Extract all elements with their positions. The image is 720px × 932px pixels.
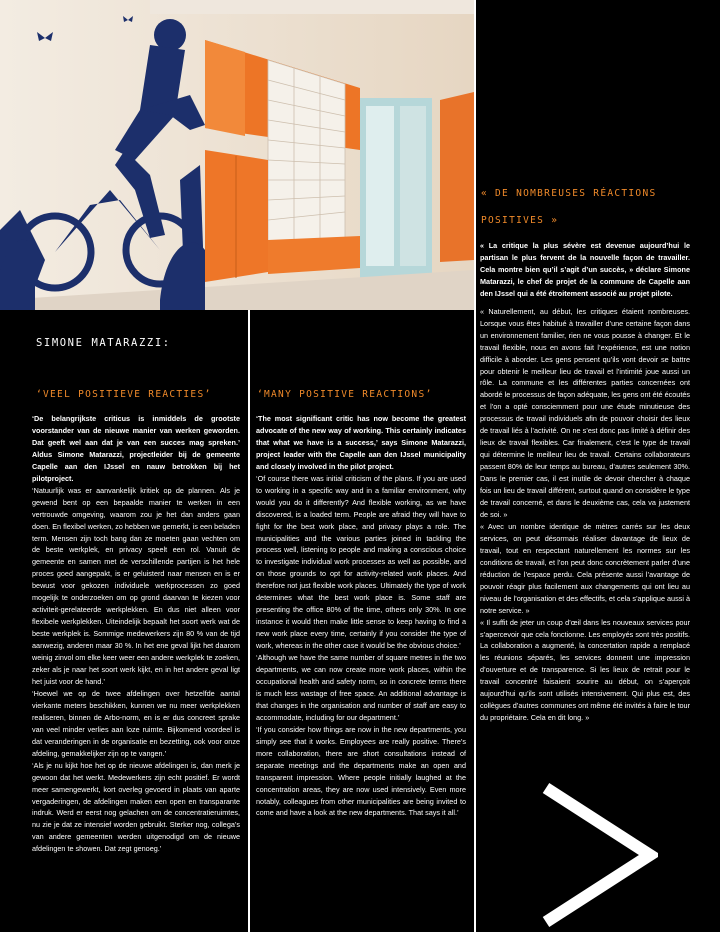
- column-divider-right-top: [474, 0, 476, 932]
- french-column: [480, 240, 690, 724]
- english-heading: ‘MANY POSITIVE REACTIONS’: [257, 389, 433, 400]
- person-label: SIMONE MATARAZZI:: [36, 337, 171, 349]
- column-divider-left: [248, 310, 250, 932]
- dutch-lead: ‘De belangrijkste criticus is inmiddels de grootste voorstander van de nieuwe manier van werken geworden. Dat geeft wel aan dat je van een succes mag spreken.’ Aldus Simone Matarazzi, projectleider bij de gemeente Capelle aan den IJssel en nauw betrokken bij het pilotproject.: [32, 414, 240, 483]
- french-paragraph: « Il suffit de jeter un coup d’œil dans les nouveaux services pour s’apercevoir que cela fonctionne. Les employés sont très positifs. La collaboration a augmenté, la concertation rapide a remplacé les réunions séparés, les services donnent une impression d’ouverture et de transparence. Si les lieux de retrait pour le travail concentré faisaient sourire au début, on s’aperçoit aujourd’hui qu’ils sont utilisés intensivement. Qui plus est, des collègues d’autres communes ont même été invités à faire le tour du propriétaire. Cela en dit long. »: [480, 617, 690, 723]
- english-paragraph: ‘Although we have the same number of square metres in the two departments, we can now create more work places, within the occupational health and safety norm, so in concrete terms there is much less wastage of free space. An additional advantage is that changes in the organisation and number of staff are easy to accommodate, including for our department.’: [256, 653, 466, 722]
- dutch-paragraph: ‘Natuurlijk was er aanvankelijk kritiek op de plannen. Als je gewend bent op een bepaalde manier te werken in een vertrouwde omgeving, waarom zou je het dan anders gaan doen. En flexibel werken, zo hebben we gemerkt, is een beladen term. Mensen zijn toch bang dan ze moeten gaan vechten om de beste werkplek, en privacy speelt een rol. Vanuit de gemeente en samen met de verschillende partijen is het hele proces goed aangepakt, is er geluisterd naar mensen en is er bewust voor gekozen individuele werkprocessen zo goed mogelijk te onderzoeken om op grond daarvan te kiezen voor activiteit-gerelateerde werkplekken. En dus niet alleen voor flexibele werkplekken. Uiteindelijk bepaalt het soort werk wat de beste werkplek is. Sommige medewerkers zijn 80 % van de tijd aanwezig, anderen maar 30 %. In het ene geval lijkt het daarom weinig zinvol om elke keer weer een andere werkplek te zoeken, zeker als je naar het soort werk kijkt, en in het andere geval ligt het juist voor de hand.’: [32, 485, 240, 686]
- french-heading-line2: POSITIVES »: [481, 215, 559, 226]
- french-paragraph: « Naturellement, au début, les critiques étaient nombreuses. Lorsque vous êtes habitué à travailler d’une certaine façon dans un environnement familier, rien ne vous pousse à changer. Et le travail flexible, nous en avons fait l’expérience, est une notion difficile à aborder. Les gens pensent qu’ils vont devoir se battre pour obtenir le meilleur lieu de travail et l’intimité joue aussi un rôle. La commune et les différentes parties concernées ont abordé le processus de façon adéquate, les gens ont été écoutés et l’on a opté consciemment pour une étude minutieuse des processus de travail individuels afin de pouvoir choisir des lieux de travail liés à l’activité. On ne s’est donc pas limité à définir des lieux de travail flexibles. Car finalement, c’est le type de travail qui détermine le meilleur lieu de travail. Certains collaborateurs passent 80% de leur temps au bureau, d’autres seulement 30%. Dans le premier cas, il est inutile de devoir chercher à chaque fois un lieu de travail différent, surtout quand on considère le type de travail concerné, et dans le deuxième cas, cela va justement de soi. »: [480, 306, 690, 519]
- french-paragraph: « Avec un nombre identique de mètres carrés sur les deux services, on peut désormais réaliser davantage de lieux de travail, tout en respectant naturellement les normes sur les conditions de travail, et l’on peut donc concrètement parler d’une réduction de l’espace perdu. Cela présente aussi l’avantage de pouvoir réagir plus facilement aux changements qui ont lieu au niveau de l’organisation et des effectifs, et cela s’applique aussi à notre service. »: [480, 521, 690, 615]
- dutch-paragraph: ‘Hoewel we op de twee afdelingen over hetzelfde aantal vierkante meters beschikken, kunnen we nu meer werkplekken realiseren, binnen de Arbo-norm, en is er dus concreet sprake van veel minder verlies aan loze ruimte. Bijkomend voordeel is dat veranderingen in de organisatie en bezetting, ook voor onze afdeling, gemakkelijker zijn op te vangen.’: [32, 688, 240, 758]
- office-photo: [0, 0, 474, 310]
- english-paragraph: ‘Of course there was initial criticism of the plans. If you are used to working in a specific way and in a familiar environment, why would you do it differently? And flexible working, as we have discovered, is a loaded term. People are afraid they will have to fight for the best work place, and privacy plays a role. The municipalities and the various parties joined in tackling the process well, listening to people and making a conscious choice to investigate individual work processes as well as possible, and on those grounds to opt for activity-related work places. And therefore not just flexible work places. Ultimately the type of work determines what the best work place is. Some staff are presenting the office 80% of the time, others only 30%. In one instance it would then make little sense to keep having to find a new work place every time, certainly if you consider the type of work, whereas in the other case it would be the obvious choice.’: [256, 473, 466, 651]
- english-column: [256, 413, 466, 819]
- dutch-paragraph: ‘Als je nu kijkt hoe het op de nieuwe afdelingen is, dan merk je gewoon dat het werkt. Medewerkers zijn echt positief. Er wordt meer samengewerkt, kort overleg gevoerd in plaats van aparte vergaderingen, de afdelingen maken een open en transparante indruk. Werd er eerst nog gelachen om de concentratieruimtes, nu zie je dat ze intensief worden gebruikt. Sterker nog, collega’s van andere gemeenten werden uitgenodigd om de nieuwe afdelingen te showen. Dat zegt genoeg.’: [32, 760, 240, 854]
- dutch-column: [32, 413, 240, 855]
- english-lead: ‘The most significant critic has now become the greatest advocate of the new way of working. This certainly indicates that what we have is a success,’ says Simone Matarazzi, project leader with the Capelle aan den IJssel municipality and closely involved in the pilot project.: [256, 414, 466, 471]
- french-heading-line1: « DE NOMBREUSES RÉACTIONS: [481, 188, 657, 199]
- english-paragraph: ‘If you consider how things are now in the new departments, you simply see that it works. Employees are really positive. There’s more collaboration, there are short consultations instead of separate meetings and the departments make an open and transparent impression. Where people initially laughed at the concentration areas, they are now used intensively. Even more notably, colleagues from other municipalities are being invited to come and have a look at the new departments. That says it all.’: [256, 724, 466, 818]
- dutch-heading: ‘VEEL POSITIEVE REACTIES’: [36, 389, 212, 400]
- chevron-right-icon: [538, 780, 658, 930]
- office-photo-illustration: [0, 0, 474, 310]
- french-lead: « La critique la plus sévère est devenue aujourd’hui le partisan le plus fervent de la nouvelle façon de travailler. Cela montre bien qu’il s’agit d’un succès, » déclare Simone Matarazzi, le chef de projet de la commune de Capelle aan den IJssel qui a été étroitement associé au projet pilote.: [480, 241, 690, 298]
